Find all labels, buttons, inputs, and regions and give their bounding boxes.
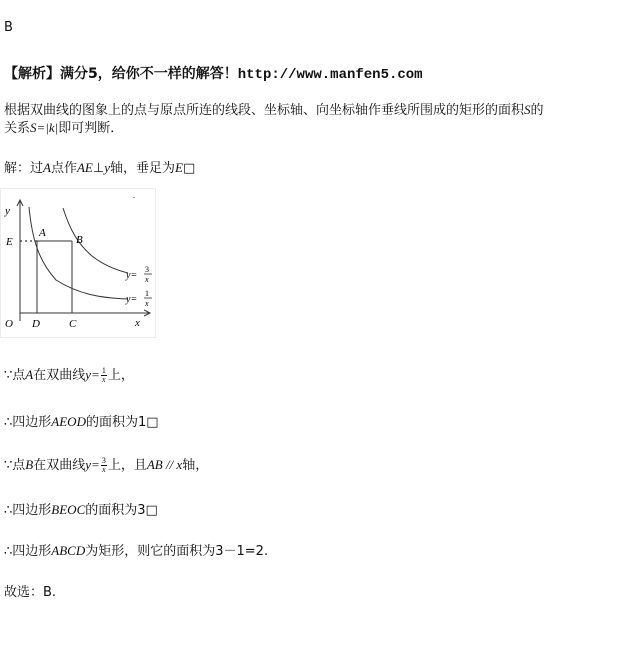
step-5 xyxy=(4,540,268,559)
step-2-symbol: ∴ xyxy=(4,415,13,430)
curve-label-3-den: x xyxy=(145,275,149,284)
step-3-post-2: 轴， xyxy=(182,458,209,473)
curve-label-1-lhs: y= xyxy=(126,294,138,305)
label-x: x xyxy=(135,317,140,329)
conclusion: 故选：B. xyxy=(4,585,57,600)
step-3-fn: y= xyxy=(85,457,100,472)
step-2-pre: 四边形 xyxy=(12,415,52,430)
intro-text-1-end: 的 xyxy=(530,103,544,118)
step-1 xyxy=(4,364,134,384)
solution-start xyxy=(4,157,195,176)
step-3-pre: 点 xyxy=(12,458,26,473)
step-1-fn: y= xyxy=(85,367,100,382)
point-a: A xyxy=(43,160,51,175)
analysis-bracket-label: 【解析】 xyxy=(4,66,60,82)
curve-label-3-num: 3 xyxy=(145,265,149,274)
curve-label-3-lhs: y= xyxy=(126,270,138,281)
label-c: C xyxy=(69,318,77,330)
label-d: D xyxy=(32,318,40,330)
step-1-num: 1 xyxy=(101,366,106,375)
intro-formula: S=|k| xyxy=(30,120,59,135)
step-1-post: 上， xyxy=(107,368,134,383)
label-origin: O xyxy=(5,318,13,330)
step-5-pre: 四边形 xyxy=(12,544,52,559)
axis-y: y xyxy=(104,160,110,175)
intro-text-1: 根据双曲线的图象上的点与原点所连的线段、坐标轴、向坐标轴作垂线所围成的矩形的面积 xyxy=(4,103,525,118)
solution-mid-1: 点作 xyxy=(50,161,77,176)
answer-letter: B xyxy=(4,20,13,35)
source-url: http://www.manfen5.com xyxy=(237,67,423,83)
step-1-pre: 点 xyxy=(12,368,26,383)
step-3-parallel: AB // x xyxy=(146,457,183,472)
step-3-symbol: ∵ xyxy=(4,458,13,473)
step-4 xyxy=(4,499,158,518)
label-b: B xyxy=(76,234,83,246)
solution-mid-2: 轴，垂足为 xyxy=(109,161,175,176)
step-4-pre: 四边形 xyxy=(12,503,52,518)
intro-var-s: S xyxy=(524,102,531,117)
label-e: E xyxy=(6,236,13,248)
step-1-point: A xyxy=(25,367,34,382)
step-3-mid: 在双曲线 xyxy=(33,458,86,473)
stray-dot: . xyxy=(133,191,135,200)
step-4-symbol: ∴ xyxy=(4,503,13,518)
step-3-fraction xyxy=(101,457,107,474)
intro-line-2 xyxy=(4,117,123,136)
step-1-mid: 在双曲线 xyxy=(33,368,86,383)
intro-text-2-end: 即可判断． xyxy=(58,121,124,136)
curve-y-3-over-x xyxy=(63,208,128,273)
curve-y-1-over-x xyxy=(29,207,128,299)
step-2 xyxy=(4,411,159,430)
analysis-header xyxy=(4,63,423,83)
step-2-shape: AEOD xyxy=(51,414,86,429)
analysis-tagline: 满分5，给你不一样的解答！ xyxy=(60,66,238,82)
segment-ae: AE xyxy=(76,160,93,175)
perp-symbol: ⊥ xyxy=(92,161,105,176)
step-5-shape: ABCD xyxy=(51,543,86,558)
step-1-den: x xyxy=(102,375,106,384)
label-y: y xyxy=(5,205,10,217)
step-1-symbol: ∵ xyxy=(4,368,13,383)
curve-label-1-num: 1 xyxy=(145,289,149,298)
step-5-symbol: ∴ xyxy=(4,544,13,559)
solution-prefix: 解：过 xyxy=(4,161,44,176)
diagram-frame xyxy=(1,189,156,338)
step-3 xyxy=(4,454,208,474)
intro-line-1 xyxy=(4,99,544,118)
label-a: A xyxy=(39,227,46,239)
point-e: E xyxy=(175,160,183,175)
step-3-post: 上，且 xyxy=(107,458,147,473)
step-4-post: 的面积为3□ xyxy=(85,503,158,518)
intro-text-2: 关系 xyxy=(4,121,31,136)
step-5-post: 为矩形，则它的面积为3－1=2. xyxy=(85,544,269,559)
step-3-den: x xyxy=(102,465,106,474)
step-3-num: 3 xyxy=(101,456,106,465)
hyperbola-diagram xyxy=(0,188,165,338)
step-4-shape: BEOC xyxy=(51,502,86,517)
step-1-fraction xyxy=(101,367,107,384)
curve-label-1-den: x xyxy=(145,299,149,308)
solution-end: □ xyxy=(182,161,196,176)
step-2-post: 的面积为1□ xyxy=(85,415,159,430)
step-3-point: B xyxy=(25,457,34,472)
